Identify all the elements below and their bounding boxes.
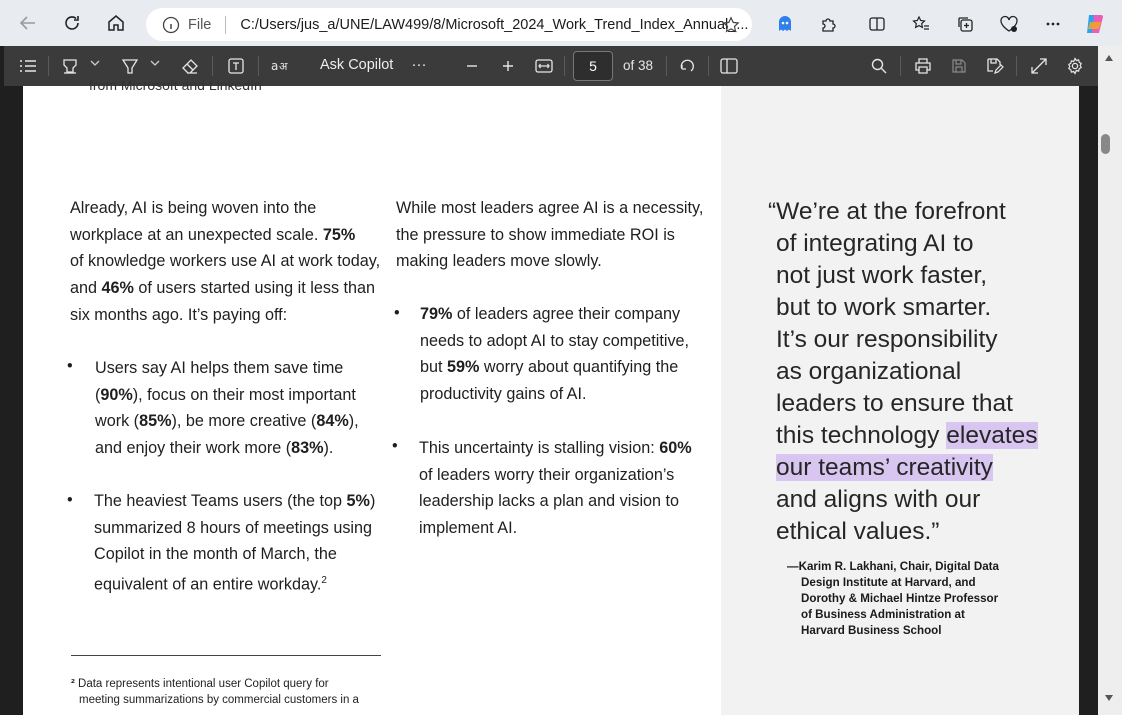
favorite-star-icon[interactable] [722,16,740,34]
text-run: of leaders agree their company [452,305,681,323]
bold-stat: 46% [101,279,134,298]
quote-line: as organizational [776,358,962,385]
text-line [420,381,689,408]
quote-attribution [787,559,1027,639]
text-run: workplace at an unexpected scale. [70,225,323,244]
bullet-marker: • [67,357,73,375]
text-line [94,488,375,515]
pen-draw-icon [121,57,139,75]
attribution-line: —Karim R. Lakhani, Chair, Digital Data [787,560,999,573]
bold-stat: 85% [139,412,172,431]
back-button[interactable] [12,7,44,39]
toolbar-divider [1016,56,1017,76]
text-line [94,541,375,568]
quote-line: It’s our responsibility [776,326,998,353]
zoom-out-button[interactable] [460,52,484,80]
bold-stat: 75% [322,225,356,244]
address-divider [225,16,226,34]
address-file-label: File [188,16,212,33]
text-line [396,195,703,222]
copilot-icon [1083,12,1107,36]
text-run: the pressure to show immediate ROI is [396,225,675,244]
text-line [396,222,703,249]
text-run: Already, AI is being woven into the [70,199,317,217]
bold-stat: 5% [346,492,370,510]
add-text-button[interactable] [222,52,250,80]
text-line [94,568,375,598]
save-icon [951,58,967,74]
fit-width-icon [535,59,553,73]
quote-line: not just work faster, [776,262,988,289]
refresh-icon [62,13,82,33]
bold-stat: 60% [659,439,692,457]
text-line [95,408,359,435]
text-run: Users say AI helps them save time [95,359,344,377]
text-run: and [70,279,102,298]
bold-stat: 79% [420,305,453,323]
quote-line: but to work smarter. [776,294,992,321]
ghost-extension-icon [776,15,794,33]
toolbar-divider [212,56,213,76]
settings-and-more-button[interactable] [1038,9,1068,39]
pdf-page [23,77,1079,715]
attribution-line: Design Institute at Harvard, and [801,576,976,590]
text-run: worry about quantifying the [479,358,679,377]
browser-toolbar [0,0,1122,46]
text-line [420,354,689,381]
text-run: leadership lacks a plan and vision to [419,492,680,511]
page-view-button[interactable] [716,52,742,80]
rotate-icon [678,57,696,75]
text-line [419,515,692,542]
page-view-icon [720,58,738,74]
translate-icon [271,58,291,74]
home-button[interactable] [100,7,132,39]
table-of-contents-icon [19,59,37,73]
find-button[interactable] [866,52,892,80]
text-line [419,488,692,515]
svg-text:अ: अ [279,60,288,73]
text-run: of knowledge workers use AI at work today, [70,252,381,271]
performance-button[interactable] [994,9,1024,39]
print-icon [914,57,932,75]
text-run: productivity gains of AI. [420,385,587,404]
cut-off-text: from Microsoft and LinkedIn [89,77,262,93]
bullet-marker: • [394,304,400,322]
split-screen-button[interactable] [862,9,892,39]
favorites-list-icon [912,15,930,33]
copilot-button[interactable] [1080,9,1110,39]
text-run: implement AI. [419,519,518,538]
save-as-button[interactable] [982,52,1008,80]
extension-button[interactable] [770,9,800,39]
text-line [70,195,380,222]
text-line [95,355,359,382]
col2-bullet-2 [419,435,692,542]
quote-text: this technology [776,422,947,449]
collections-icon [956,15,974,33]
quote-highlight[interactable]: our teams’ creativity [776,454,993,481]
text-run: This uncertainty is stalling vision: [419,439,660,457]
quote-line [776,420,1066,452]
text-line [70,302,380,329]
text-line [95,382,359,409]
rotate-button[interactable] [674,52,700,80]
pull-quote [768,196,1066,548]
text-run: While most leaders agree AI is a necessity, [396,199,704,217]
text-line [419,462,692,489]
quote-line: of integrating AI to [776,230,974,257]
footnote-line [71,676,381,692]
info-icon[interactable] [162,16,180,34]
fit-to-width-button[interactable] [532,52,556,80]
expand-icon [1030,57,1048,75]
quote-highlight[interactable]: elevates [946,422,1038,449]
footnote-rule [71,655,381,656]
text-line [70,248,380,275]
attribution-line: Harvard Business School [801,624,942,638]
col1-bullet-1 [95,355,359,462]
pdf-settings-button[interactable] [1062,52,1088,80]
chevron-down-icon[interactable] [90,58,100,68]
text-line [95,435,359,462]
bold-stat: 59% [447,358,480,377]
extensions-button[interactable] [814,9,844,39]
toolbar-divider [258,56,259,76]
footnote-reference[interactable]: 2 [321,575,327,587]
more-horizontal-icon [1044,15,1062,33]
toolbar-divider [564,56,565,76]
text-run: of leaders worry their organization’s [419,465,675,484]
bold-stat: 90% [100,385,133,404]
highlighter-icon [61,57,79,75]
quote-line: ethical values.” [776,518,940,545]
text-run: and enjoy their work more ( [95,439,292,458]
text-line [70,222,380,249]
col2-intro [396,195,703,275]
col1-intro [70,195,380,329]
text-line [94,515,375,542]
text-line [70,275,380,302]
ask-copilot-button[interactable]: Ask Copilot [320,57,394,73]
home-icon [106,13,126,33]
attribution-line: of Business Administration at [801,608,965,622]
favorites-button[interactable] [906,9,936,39]
toolbar-divider [708,56,709,76]
text-run: six months ago. It’s paying off: [70,305,288,324]
text-line [420,328,689,355]
scroll-up-arrow-icon[interactable] [1104,54,1114,62]
text-line [419,435,692,462]
text-run: equivalent of an entire workday. [94,575,322,594]
text-run: summarized 8 hours of meetings using [94,518,373,537]
col2-bullet-1 [420,301,689,408]
page-count: of 38 [623,58,654,73]
footnote [71,676,381,708]
heart-pulse-icon [999,15,1019,33]
save-button[interactable] [946,52,972,80]
refresh-button[interactable] [56,7,88,39]
toolbar-divider [900,56,901,76]
draw-button[interactable] [116,52,144,80]
puzzle-icon [820,15,838,33]
quote-line: leaders to ensure that [776,390,1013,417]
col1-bullet-2 [94,488,375,598]
text-run: making leaders move slowly. [396,252,602,271]
text-run: ) [369,492,376,510]
attribution-line: Dorothy & Michael Hintze Professor [801,592,999,606]
text-run: needs to adopt AI to stay competitive, [420,331,690,350]
text-run: ( [95,385,101,404]
text-run: ), focus on their most important [132,385,356,404]
text-run: The heaviest Teams users (the top [94,492,347,510]
back-arrow-icon [18,13,38,33]
address-bar[interactable] [146,8,752,41]
footnote-text: Data represents intentional user Copilot query for [74,678,329,690]
split-screen-icon [868,15,886,33]
minus-icon [465,59,479,73]
print-button[interactable] [910,52,936,80]
text-box-icon [227,57,245,75]
more-tools-button[interactable]: ··· [411,55,427,73]
footnote-marker: ² [71,678,75,690]
scrollbar-thumb[interactable] [1101,134,1110,154]
toolbar-divider [48,56,49,76]
full-screen-button[interactable] [1026,52,1052,80]
quote-line: “We’re at the forefront [768,198,1006,225]
toolbar-divider [666,56,667,76]
footnote-line: meeting summarizations by commercial customers in a [79,694,359,706]
collections-button[interactable] [950,9,980,39]
zoom-in-button[interactable] [496,52,520,80]
highlight-button[interactable] [56,52,84,80]
plus-icon [501,59,515,73]
bullet-marker: • [67,491,73,509]
erase-button[interactable] [176,52,204,80]
translate-button[interactable] [268,52,294,80]
quote-line [776,452,1066,484]
scroll-down-arrow-icon[interactable] [1104,694,1114,702]
text-run: of users started using it less than [133,279,376,298]
chevron-down-icon[interactable] [150,58,160,68]
text-run: ). [323,439,334,458]
contents-button[interactable] [14,52,42,80]
text-run: ), be more creative ( [171,412,317,431]
save-as-icon [986,57,1004,75]
text-line [420,301,689,328]
search-icon [870,57,888,75]
text-run: work ( [95,412,140,431]
bold-stat: 84% [316,412,349,431]
svg-text:a: a [271,59,279,73]
page-number-input[interactable]: 5 [573,51,613,81]
bold-stat: 83% [291,439,324,458]
bullet-marker: • [392,437,398,455]
gear-icon [1066,57,1084,75]
text-run: but [420,358,448,377]
eraser-icon [181,57,199,75]
address-url[interactable]: C:/Users/jus_a/UNE/LAW499/8/Microsoft_2024_Work_Trend_Index_Annual_... [240,16,749,33]
text-run: ), [348,412,359,431]
text-run: Copilot in the month of March, the [94,545,337,564]
text-line [396,248,703,275]
quote-line: and aligns with our [776,486,981,513]
